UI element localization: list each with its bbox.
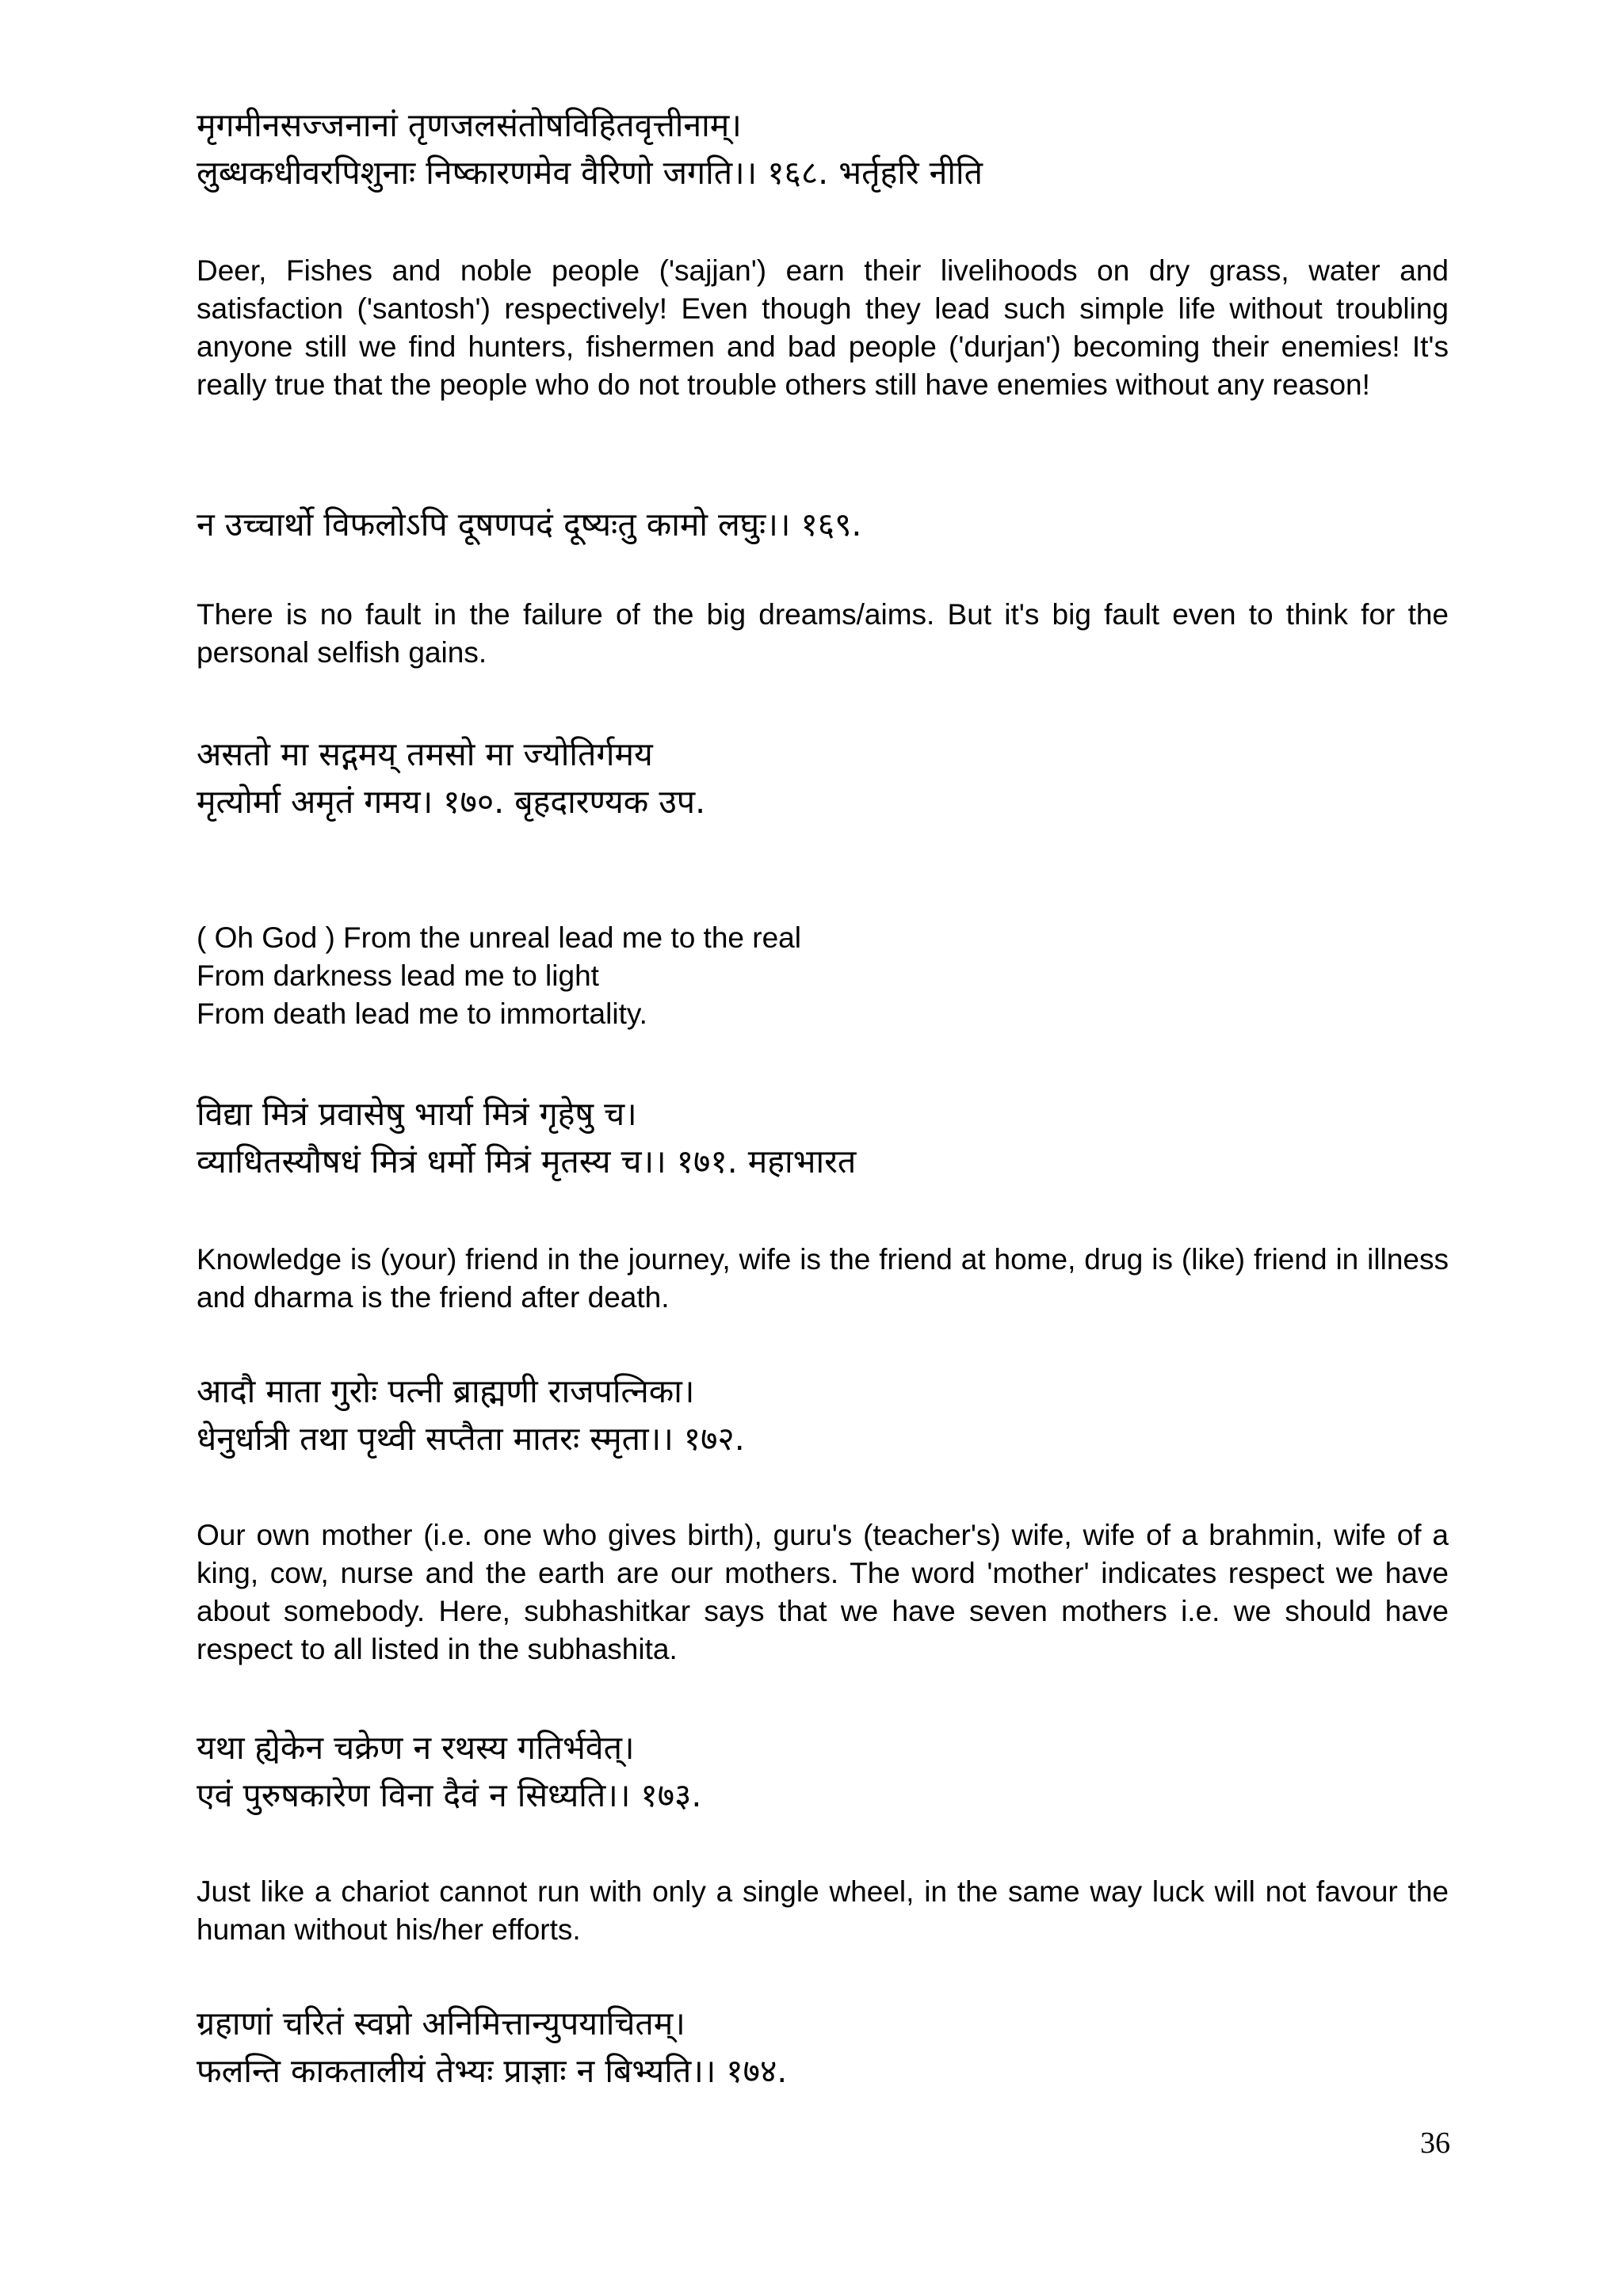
translation-line: ( Oh God ) From the unreal lead me to the real — [197, 921, 801, 954]
verse-sanskrit — [197, 501, 1449, 548]
verse-line: यथा ह्येकेन चक्रेण न रथस्य गतिर्भवेत्। — [197, 1729, 635, 1767]
verse-sanskrit — [197, 1367, 1449, 1463]
verse-sanskrit — [197, 1090, 1449, 1185]
translation-paragraph — [197, 252, 1449, 404]
translation-paragraph — [197, 1873, 1449, 1949]
verse-line: एवं पुरुषकारेण विना दैवं न सिध्यति।। १७३. — [197, 1776, 702, 1814]
translation-paragraph — [197, 596, 1449, 672]
verse-sanskrit — [197, 2000, 1449, 2095]
translation-text: Deer, Fishes and noble people ('sajjan') earn their livelihoods on dry grass, water and satisfaction ('santosh') respectively! Even though they lead such simple life without troubling anyone still we find hunters, fishermen and bad people ('durjan') becoming their enemies! It's really true that the people who do not trouble others still have enemies without any reason! — [197, 254, 1449, 401]
translation-line: From death lead me to immortality. — [197, 997, 647, 1030]
verse-line: मृत्योर्मा अमृतं गमय। १७०. बृहदारण्यक उप. — [197, 783, 706, 821]
translation-text: Just like a chariot cannot run with only a single wheel, in the same way luck will not favour the human without his/her efforts. — [197, 1875, 1449, 1946]
translation-paragraph — [197, 1241, 1449, 1317]
verse-line: ग्रहाणां चरितं स्वप्नो अनिमित्तान्युपयाचितम्। — [197, 2004, 685, 2042]
verse-line: फलन्ति काकतालीयं तेभ्यः प्राज्ञाः न बिभ्यति।। १७४. — [197, 2052, 788, 2090]
verse-line: न उच्चार्थो विफलोऽपि दूषणपदं दूष्यःतु कामो लघुः।। १६९. — [197, 505, 862, 543]
translation-paragraph — [197, 1516, 1449, 1669]
verse-sanskrit — [197, 1724, 1449, 1819]
translation-text: There is no fault in the failure of the big dreams/aims. But it's big fault even to think for the personal selfish gains. — [197, 598, 1449, 669]
verse-line: मृगमीनसज्जनानां तृणजलसंतोषविहितवृत्तीनाम्। — [197, 106, 742, 144]
verse-line: असतो मा सद्गमय् तमसो मा ज्योतिर्गमय — [197, 735, 653, 773]
verse-line: धेनुर्धात्री तथा पृथ्वी सप्तैता मातरः स्मृता।। १७२. — [197, 1420, 745, 1458]
verse-line: व्याधितस्यौषधं मित्रं धर्मो मित्रं मृतस्य च।। १७१. महाभारत — [197, 1142, 857, 1180]
translation-line: From darkness lead me to light — [197, 959, 599, 992]
translation-paragraph — [197, 919, 1449, 1033]
page-number: 36 — [1420, 2126, 1450, 2160]
verse-line: आदौ माता गुरोः पत्नी ब्राह्मणी राजपत्निका। — [197, 1372, 695, 1410]
verse-line: विद्या मित्रं प्रवासेषु भार्या मित्रं गृहेषु च। — [197, 1095, 637, 1133]
verse-sanskrit — [197, 730, 1449, 826]
translation-text: Our own mother (i.e. one who gives birth), guru's (teacher's) wife, wife of a brahmin, wife of a king, cow, nurse and the earth are our mothers. The word 'mother' indicates respect we have about somebody. Here, subhashitkar says that we have seven mothers i.e. we should have respect to all listed in the subhashita. — [197, 1519, 1449, 1665]
translation-text: Knowledge is (your) friend in the journey, wife is the friend at home, drug is (like) friend in illness and dharma is the friend after death. — [197, 1243, 1449, 1314]
verse-sanskrit — [197, 101, 1449, 196]
verse-line: लुब्धकधीवरपिशुनाः निष्कारणमेव वैरिणो जगति।। १६८. भर्तृहरि नीति — [197, 154, 983, 192]
document-page — [197, 0, 1449, 2296]
